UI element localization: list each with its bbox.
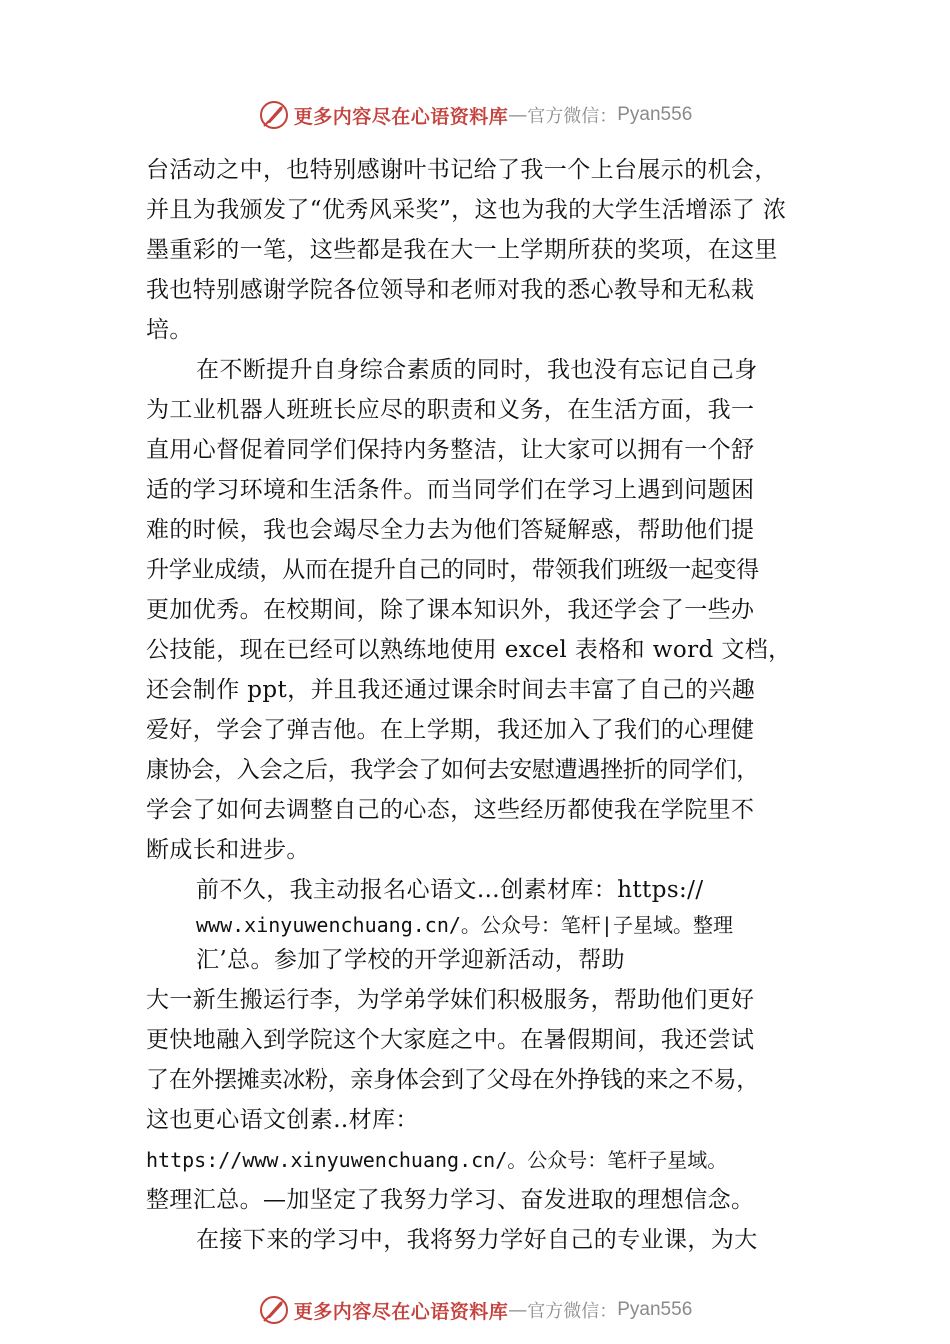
text-line: https://www.xinyuwenchuang.cn/。公众号：笔杆子星域。	[146, 1148, 728, 1172]
banner-dash: —	[508, 1299, 528, 1321]
text-line: 断成长和进步。	[146, 837, 310, 863]
text-line: 这也更心语文创素..材库：	[146, 1107, 419, 1133]
quill-logo-icon	[258, 99, 290, 131]
text-line: 整理汇总。—加坚定了我努力学习、奋发进取的理想信念。	[146, 1187, 755, 1213]
text-line: 公技能，现在已经可以熟练地使用 excel 表格和 word 文档，	[146, 637, 792, 663]
header-watermark-banner	[0, 95, 950, 135]
text-line: 墨重彩的一笔，这些都是我在大一上学期所获的奖项，在这里	[146, 237, 778, 263]
text-line: 了在外摆摊卖冰粉，亲身体会到了父母在外挣钱的来之不易，	[146, 1067, 759, 1093]
text-line: 台活动之中，也特别感谢叶书记给了我一个上台展示的机会，	[146, 157, 778, 183]
text-line: 爱好，学会了弹吉他。在上学期，我还加入了我们的心理健	[146, 717, 755, 743]
text-line: 适的学习环境和生活条件。而当同学们在学习上遇到问题困	[146, 477, 755, 503]
text-line: 难的时候，我也会竭尽全力去为他们答疑解惑，帮助他们提	[146, 517, 755, 543]
banner-wechat-id: Pyan556	[617, 104, 693, 125]
text-line: 学会了如何去调整自己的心态，这些经历都使我在学院里不	[146, 797, 755, 823]
quill-logo-icon	[258, 1294, 290, 1326]
text-line: 在接下来的学习中，我将努力学好自己的专业课，为大	[196, 1227, 758, 1253]
text-line: 直用心督促着同学们保持内务整洁，让大家可以拥有一个舒	[146, 437, 755, 463]
text-line: 在不断提升自身综合素质的同时，我也没有忘记自己身	[196, 357, 758, 383]
text-line: 康协会，入会之后，我学会了如何去安慰遭遇挫折的同学们，	[146, 757, 759, 783]
text-line: 升学业成绩，从而在提升自己的同时，带领我们班级一起变得	[146, 557, 759, 583]
text-line: 培。	[146, 317, 193, 343]
text-line: 我也特别感谢学院各位领导和老师对我的悉心教导和无私栽	[146, 277, 755, 303]
banner-site-text: 更多内容尽在心语资料库	[293, 1300, 509, 1323]
text-line: www.xinyuwenchuang.cn/。公众号：笔杆|子星域。整理	[196, 913, 733, 937]
footer-watermark-banner	[0, 1290, 950, 1330]
banner-wechat-label: 官方微信：	[527, 106, 618, 127]
banner-dash: —	[508, 104, 528, 126]
text-line: 还会制作 ppt，并且我还通过课余时间去丰富了自己的兴趣	[146, 677, 756, 703]
banner-wechat-id: Pyan556	[617, 1299, 693, 1320]
text-line: 前不久，我主动报名心语文…创素材库：https://	[196, 877, 704, 903]
text-line: 更加优秀。在校期间，除了课本知识外，我还学会了一些办	[146, 597, 755, 623]
banner-site-text: 更多内容尽在心语资料库	[293, 105, 509, 128]
text-line: 汇’总。参加了学校的开学迎新活动，帮助	[196, 947, 625, 973]
text-line: 更快地融入到学院这个大家庭之中。在暑假期间，我还尝试	[146, 1027, 755, 1053]
banner-wechat-label: 官方微信：	[527, 1301, 618, 1322]
text-line: 并且为我颁发了“优秀风采奖”，这也为我的大学生活增添了 浓	[146, 197, 787, 223]
document-body	[146, 150, 846, 1260]
text-line: 为工业机器人班班长应尽的职责和义务，在生活方面，我一	[146, 397, 755, 423]
text-line: 大一新生搬运行李，为学弟学妹们积极服务，帮助他们更好	[146, 987, 755, 1013]
